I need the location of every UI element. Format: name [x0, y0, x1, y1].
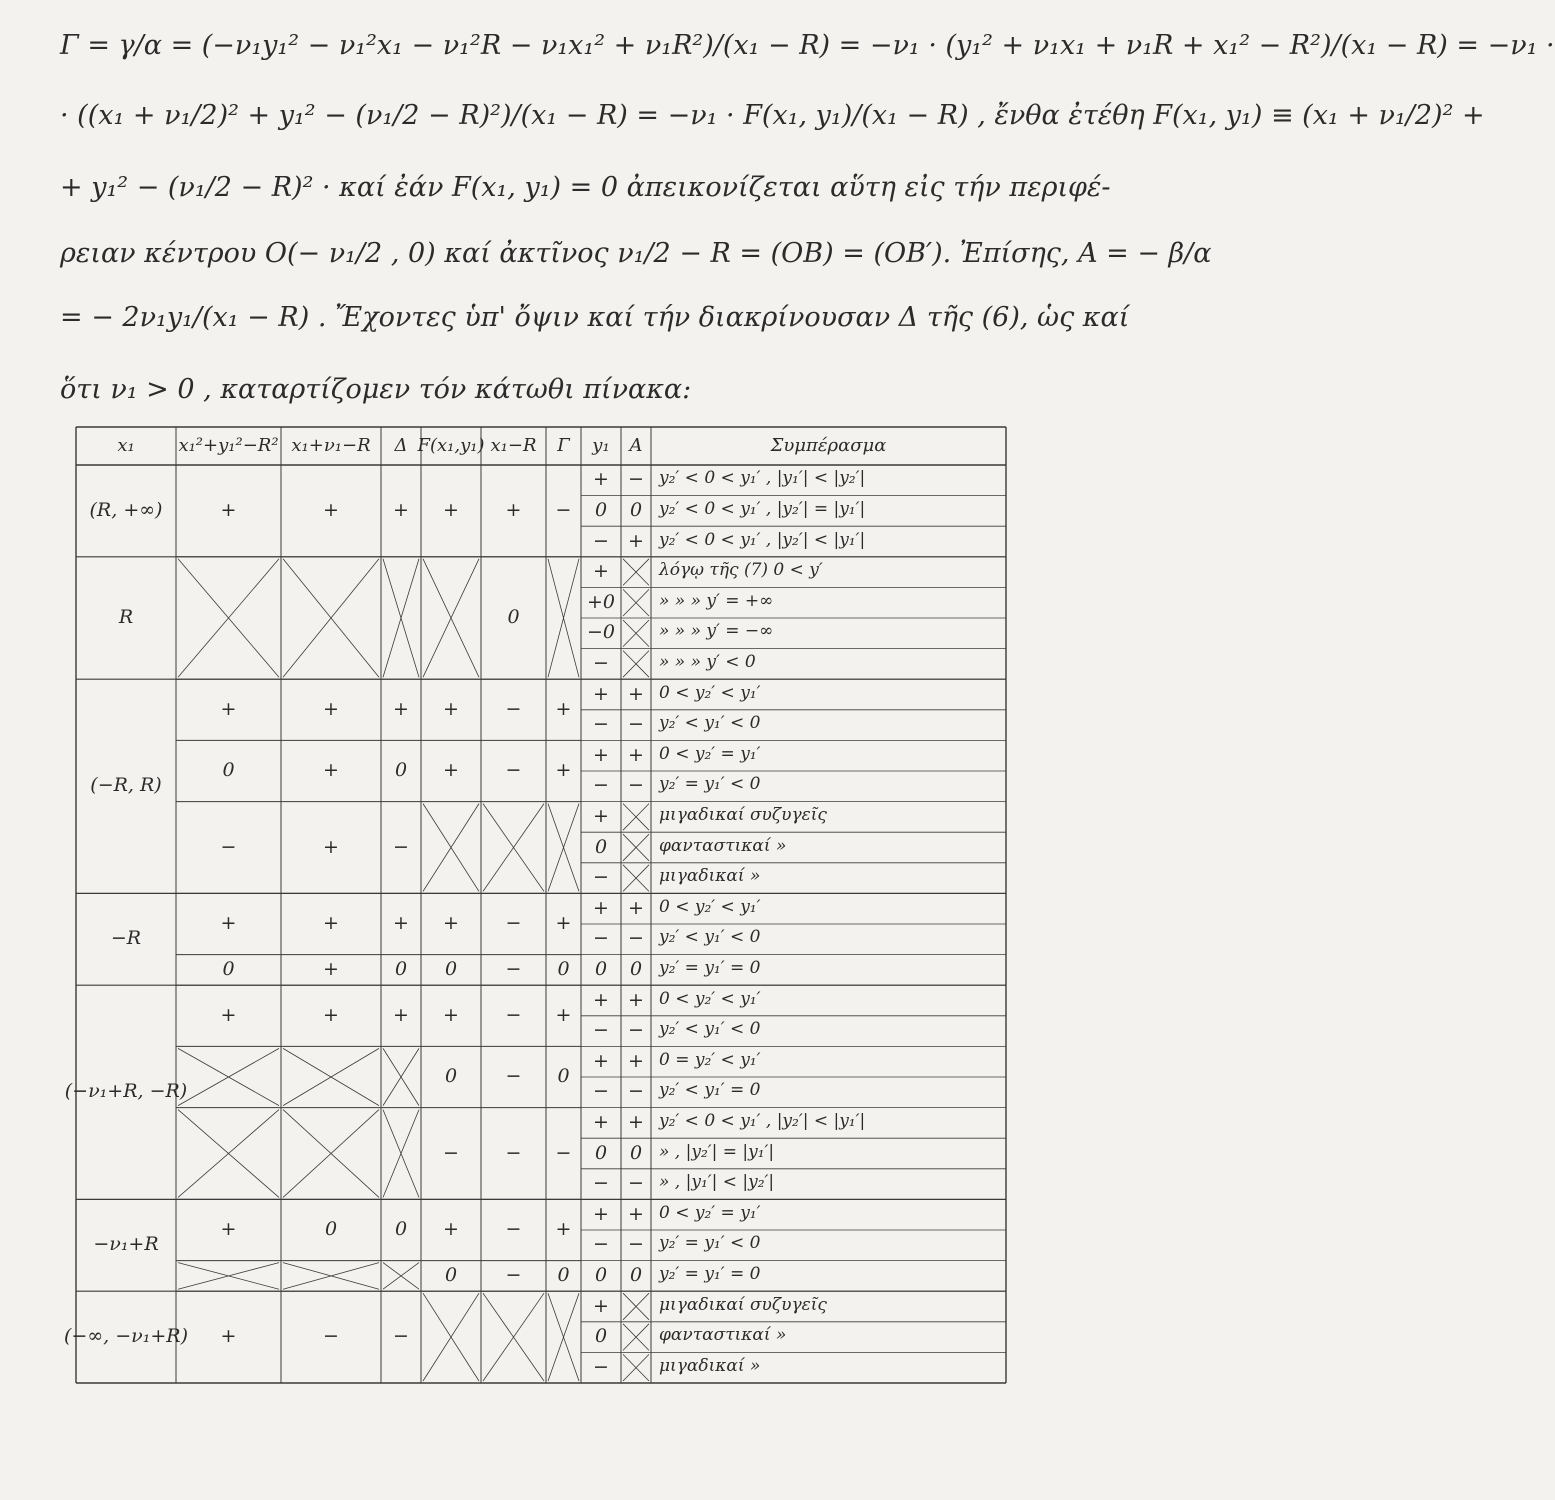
conclusion-text: 0 < y₂′ < y₁′ [659, 682, 761, 703]
a-sign: 0 [629, 1263, 643, 1286]
sign-cell: + [555, 759, 572, 781]
conclusion-text: 0 < y₂′ = y₁′ [659, 1202, 761, 1223]
a-sign: − [628, 1233, 644, 1256]
column-header: A [629, 435, 643, 456]
conclusion-text: 0 < y₂′ < y₁′ [659, 896, 761, 917]
a-sign: + [628, 1202, 644, 1225]
conclusion-text: y₂′ = y₁′ = 0 [659, 957, 761, 978]
sign-cell: − [505, 912, 522, 934]
y1-sign: − [593, 1172, 609, 1195]
x1-interval: R [118, 606, 134, 628]
sign-cell: 0 [222, 759, 235, 781]
y1-sign: + [593, 1202, 609, 1225]
y1-sign: 0 [594, 498, 608, 521]
conclusion-text: y₂′ < y₁′ = 0 [659, 1080, 761, 1101]
sign-cell: + [555, 912, 572, 934]
sign-cell: 0 [222, 957, 235, 980]
conclusion-text: » » » y′ = +∞ [659, 590, 774, 611]
equation-line-4: ρειαν κέντρου O(− ν₁/2 , 0) καί ἀκτῖνος ν₁/2 − R = (OB) = (OB′). Ἐπίσης, A = − β/α [60, 238, 1212, 269]
sign-cell: − [443, 1141, 459, 1164]
sign-cell: + [323, 759, 339, 781]
sign-cell: + [443, 912, 459, 934]
sign-cell: + [393, 912, 409, 934]
y1-sign: + [593, 896, 609, 919]
equation-line-3: + y₁² − (ν₁/2 − R)² · καί ἐάν F(x₁, y₁) = 0 ἀπεικονίζεται αὕτη εἰς τήν περιφέ- [60, 172, 1111, 203]
sign-cell: + [323, 912, 339, 934]
a-sign: + [628, 988, 644, 1011]
a-sign: − [628, 1172, 644, 1195]
y1-sign: 0 [594, 957, 608, 980]
sign-cell: + [220, 912, 237, 934]
equation-line-6: ὅτι ν₁ > 0 , καταρτίζομεν τόν κάτωθι πίνακα: [60, 374, 692, 405]
column-header: Δ [394, 435, 408, 456]
y1-sign: + [593, 1049, 609, 1072]
sign-cell: − [505, 1263, 522, 1286]
y1-sign: − [593, 529, 609, 552]
a-sign: − [628, 1019, 644, 1042]
a-sign: + [628, 1049, 644, 1072]
y1-sign: − [593, 1233, 609, 1256]
sign-cell: − [220, 835, 237, 858]
y1-sign: + [593, 1110, 609, 1133]
sign-cell: − [323, 1325, 339, 1348]
y1-sign: 0 [594, 1325, 608, 1348]
a-sign: − [628, 1080, 644, 1103]
sign-cell: 0 [557, 1065, 570, 1087]
a-sign: − [628, 468, 644, 491]
a-sign: + [628, 1110, 644, 1133]
conclusion-text: μιγαδικαί συζυγεῖς [659, 804, 827, 825]
conclusion-text: y₂′ = y₁′ < 0 [659, 1233, 761, 1254]
a-sign: 0 [629, 498, 643, 521]
conclusion-text: λόγῳ τῆς (7) 0 < y′ [659, 560, 823, 581]
conclusion-text: φανταστικαί » [659, 835, 787, 856]
sign-cell: + [220, 498, 237, 521]
sign-cell: + [323, 957, 339, 980]
column-header: x₁²+y₁²−R² [178, 435, 279, 456]
sign-cell: 0 [394, 957, 408, 980]
conclusion-text: 0 < y₂′ < y₁′ [659, 988, 761, 1009]
sign-cell: + [555, 1218, 572, 1240]
sign-cell: + [443, 498, 459, 521]
sign-cell: + [393, 697, 409, 720]
sign-cell: − [505, 1141, 522, 1164]
x1-interval: (−∞, −ν₁+R) [64, 1325, 188, 1348]
column-header: x₁ [117, 435, 135, 456]
y1-sign: + [593, 560, 609, 583]
sign-cell: − [393, 835, 409, 858]
conclusion-text: 0 = y₂′ < y₁′ [659, 1049, 761, 1070]
y1-sign: + [593, 804, 609, 827]
equation-line-2: · ((x₁ + ν₁/2)² + y₁² − (ν₁/2 − R)²)/(x₁ − R) = −ν₁ · F(x₁, y₁)/(x₁ − R) , ἔνθα ἐτέθη F(x₁, y₁) ≡ (x₁ + ν₁/2)² + [60, 100, 1485, 131]
sign-cell: − [555, 498, 572, 521]
y1-sign: + [593, 1294, 609, 1317]
column-header: Γ [557, 435, 570, 456]
equation-line-5: = − 2ν₁y₁/(x₁ − R) . Ἔχοντες ὑπ' ὄψιν καί τήν διακρίνουσαν Δ τῆς (6), ὡς καί [60, 302, 1130, 333]
sign-cell: 0 [444, 1065, 458, 1087]
conclusion-text: y₂′ = y₁′ < 0 [659, 774, 761, 795]
sign-cell: − [505, 1218, 522, 1240]
conclusion-text: y₂′ < 0 < y₁′ , |y₂′| < |y₁′| [659, 529, 866, 550]
y1-sign: +0 [586, 590, 616, 613]
table-grid [76, 427, 1006, 1385]
conclusion-text: μιγαδικαί » [659, 1355, 761, 1376]
sign-cell: + [393, 498, 409, 521]
sign-cell: + [443, 1218, 459, 1240]
conclusion-text: » » » y′ = −∞ [659, 621, 774, 642]
sign-cell: + [505, 498, 522, 521]
y1-sign: − [593, 1019, 609, 1042]
sign-cell: + [220, 1218, 237, 1240]
sign-cell: − [505, 1003, 522, 1026]
sign-cell: + [220, 697, 237, 720]
column-header: y₁ [592, 435, 610, 456]
a-sign: − [628, 774, 644, 797]
y1-sign: + [593, 988, 609, 1011]
y1-sign: − [593, 1355, 609, 1378]
conclusion-text: » , |y₂′| = |y₁′| [659, 1141, 775, 1162]
y1-sign: 0 [594, 1263, 608, 1286]
a-sign: + [628, 896, 644, 919]
column-header: x₁−R [490, 435, 537, 456]
x1-interval: −ν₁+R [93, 1233, 159, 1256]
y1-sign: − [593, 927, 609, 950]
y1-sign: − [593, 713, 609, 736]
x1-interval: (R, +∞) [89, 498, 163, 521]
sign-cell: + [555, 1003, 572, 1026]
sign-cell: 0 [507, 606, 520, 628]
a-sign: 0 [629, 957, 643, 980]
conclusion-text: φανταστικαί » [659, 1325, 787, 1346]
sign-cell: 0 [394, 759, 408, 781]
sign-cell: − [505, 759, 522, 781]
conclusion-text: 0 < y₂′ = y₁′ [659, 743, 761, 764]
a-sign: + [628, 682, 644, 705]
sign-cell: − [505, 697, 522, 720]
conclusion-text: y₂′ < y₁′ < 0 [659, 1019, 761, 1040]
y1-sign: 0 [594, 835, 608, 858]
sign-cell: + [323, 498, 339, 521]
x1-interval: −R [110, 927, 142, 950]
a-sign: − [628, 927, 644, 950]
conclusion-text: μιγαδικαί » [659, 866, 761, 887]
conclusion-text: μιγαδικαί συζυγεῖς [659, 1294, 827, 1315]
column-header: F(x₁,y₁) [417, 435, 485, 456]
sign-cell: 0 [444, 1263, 458, 1286]
conclusion-text: y₂′ = y₁′ = 0 [659, 1263, 761, 1284]
y1-sign: − [593, 651, 609, 674]
conclusion-text: » » » y′ < 0 [659, 651, 756, 672]
x1-interval: (−R, R) [90, 774, 162, 797]
sign-cell: + [323, 697, 339, 720]
a-sign: 0 [629, 1141, 643, 1164]
y1-sign: −0 [586, 621, 616, 644]
conclusion-text: y₂′ < 0 < y₁′ , |y₂′| = |y₁′| [659, 498, 866, 519]
conclusion-text: y₂′ < y₁′ < 0 [659, 713, 761, 734]
sign-cell: + [220, 1003, 237, 1026]
y1-sign: + [593, 743, 609, 766]
sign-cell: + [443, 1003, 459, 1026]
y1-sign: + [593, 682, 609, 705]
sign-cell: + [220, 1325, 237, 1348]
x1-interval: (−ν₁+R, −R) [64, 1080, 188, 1103]
sign-cell: − [505, 1065, 522, 1087]
a-sign: − [628, 713, 644, 736]
y1-sign: + [593, 468, 609, 491]
a-sign: + [628, 529, 644, 552]
sign-cell: + [323, 835, 339, 858]
sign-cell: + [323, 1003, 339, 1026]
column-header: Συμπέρασμα [770, 435, 887, 456]
sign-cell: + [393, 1003, 409, 1026]
sign-cell: 0 [324, 1218, 338, 1240]
a-sign: + [628, 743, 644, 766]
sign-cell: + [555, 697, 572, 720]
conclusion-text: y₂′ < 0 < y₁′ , |y₁′| < |y₂′| [659, 468, 866, 489]
sign-cell: 0 [557, 957, 570, 980]
sign-cell: − [393, 1325, 409, 1348]
y1-sign: − [593, 866, 609, 889]
conclusion-text: » , |y₁′| < |y₂′| [659, 1172, 775, 1193]
sign-cell: + [443, 759, 459, 781]
y1-sign: − [593, 774, 609, 797]
y1-sign: − [593, 1080, 609, 1103]
column-header: x₁+ν₁−R [291, 435, 371, 456]
sign-cell: − [555, 1141, 572, 1164]
y1-sign: 0 [594, 1141, 608, 1164]
sign-cell: 0 [557, 1263, 570, 1286]
sign-cell: 0 [394, 1218, 408, 1240]
conclusion-text: y₂′ < y₁′ < 0 [659, 927, 761, 948]
conclusion-text: y₂′ < 0 < y₁′ , |y₂′| < |y₁′| [659, 1110, 866, 1131]
equation-line-1: Γ = γ/α = (−ν₁y₁² − ν₁²x₁ − ν₁²R − ν₁x₁² + ν₁R²)/(x₁ − R) = −ν₁ · (y₁² + ν₁x₁ + ν₁R + x₁² − R²)/(x₁ − R) = −ν₁ · [60, 30, 1555, 61]
sign-cell: 0 [444, 957, 458, 980]
sign-cell: − [505, 957, 522, 980]
sign-cell: + [443, 697, 459, 720]
